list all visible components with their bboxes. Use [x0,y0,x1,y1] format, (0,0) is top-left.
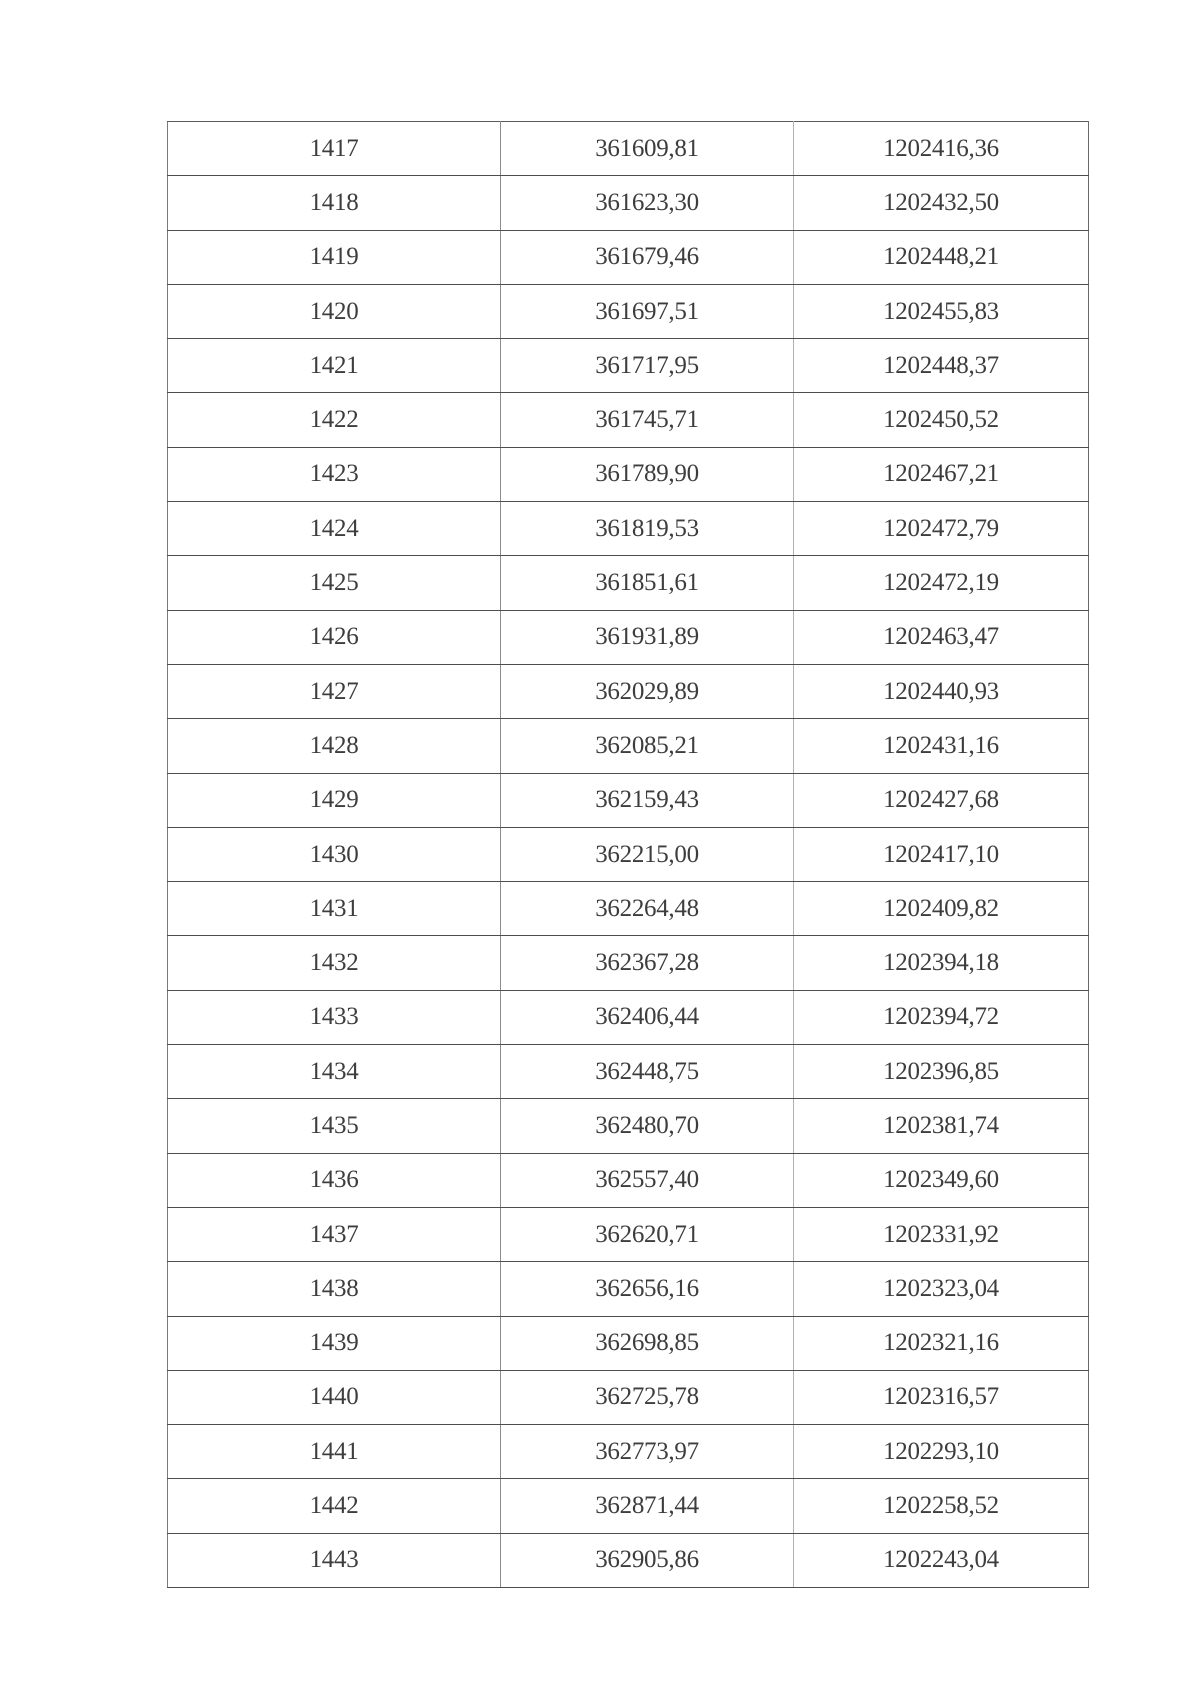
table-row [168,1153,1089,1207]
table-row [168,284,1089,338]
x-coordinate-cell: 361789,90 [501,447,794,501]
x-coordinate-cell: 361745,71 [501,393,794,447]
point-number-cell: 1436 [168,1153,501,1207]
x-coordinate-cell: 361819,53 [501,502,794,556]
point-number-cell: 1429 [168,773,501,827]
table-row [168,1533,1089,1587]
point-number-cell: 1421 [168,339,501,393]
x-coordinate-cell: 361609,81 [501,122,794,176]
point-number-cell: 1443 [168,1533,501,1587]
table-row [168,1099,1089,1153]
y-coordinate-cell: 1202381,74 [794,1099,1089,1153]
x-coordinate-cell: 362773,97 [501,1425,794,1479]
table-row [168,719,1089,773]
y-coordinate-cell: 1202316,57 [794,1370,1089,1424]
y-coordinate-cell: 1202427,68 [794,773,1089,827]
table-row [168,502,1089,556]
x-coordinate-cell: 361679,46 [501,230,794,284]
y-coordinate-cell: 1202409,82 [794,882,1089,936]
point-number-cell: 1426 [168,610,501,664]
table-row [168,447,1089,501]
table-row [168,1425,1089,1479]
y-coordinate-cell: 1202448,21 [794,230,1089,284]
y-coordinate-cell: 1202243,04 [794,1533,1089,1587]
y-coordinate-cell: 1202396,85 [794,1045,1089,1099]
table-row [168,393,1089,447]
point-number-cell: 1432 [168,936,501,990]
table-row [168,664,1089,718]
x-coordinate-cell: 362905,86 [501,1533,794,1587]
point-number-cell: 1425 [168,556,501,610]
point-number-cell: 1431 [168,882,501,936]
y-coordinate-cell: 1202467,21 [794,447,1089,501]
x-coordinate-cell: 362480,70 [501,1099,794,1153]
x-coordinate-cell: 362215,00 [501,827,794,881]
point-number-cell: 1424 [168,502,501,556]
y-coordinate-cell: 1202417,10 [794,827,1089,881]
point-number-cell: 1423 [168,447,501,501]
point-number-cell: 1427 [168,664,501,718]
y-coordinate-cell: 1202450,52 [794,393,1089,447]
table-row [168,882,1089,936]
point-number-cell: 1430 [168,827,501,881]
point-number-cell: 1437 [168,1207,501,1261]
table-row [168,936,1089,990]
point-number-cell: 1434 [168,1045,501,1099]
table-row [168,610,1089,664]
y-coordinate-cell: 1202472,79 [794,502,1089,556]
y-coordinate-cell: 1202331,92 [794,1207,1089,1261]
table-row [168,556,1089,610]
table-row [168,1207,1089,1261]
y-coordinate-cell: 1202321,16 [794,1316,1089,1370]
y-coordinate-cell: 1202432,50 [794,176,1089,230]
y-coordinate-cell: 1202416,36 [794,122,1089,176]
x-coordinate-cell: 362448,75 [501,1045,794,1099]
y-coordinate-cell: 1202440,93 [794,664,1089,718]
y-coordinate-cell: 1202455,83 [794,284,1089,338]
y-coordinate-cell: 1202394,72 [794,990,1089,1044]
y-coordinate-cell: 1202463,47 [794,610,1089,664]
y-coordinate-cell: 1202472,19 [794,556,1089,610]
x-coordinate-cell: 361697,51 [501,284,794,338]
x-coordinate-cell: 361623,30 [501,176,794,230]
x-coordinate-cell: 362264,48 [501,882,794,936]
x-coordinate-cell: 362725,78 [501,1370,794,1424]
table-row [168,1316,1089,1370]
x-coordinate-cell: 362367,28 [501,936,794,990]
point-number-cell: 1433 [168,990,501,1044]
point-number-cell: 1435 [168,1099,501,1153]
point-number-cell: 1440 [168,1370,501,1424]
point-number-cell: 1438 [168,1262,501,1316]
point-number-cell: 1417 [168,122,501,176]
x-coordinate-cell: 361717,95 [501,339,794,393]
y-coordinate-cell: 1202258,52 [794,1479,1089,1533]
x-coordinate-cell: 361931,89 [501,610,794,664]
y-coordinate-cell: 1202323,04 [794,1262,1089,1316]
table-row [168,176,1089,230]
x-coordinate-cell: 362698,85 [501,1316,794,1370]
point-number-cell: 1422 [168,393,501,447]
x-coordinate-cell: 361851,61 [501,556,794,610]
x-coordinate-cell: 362871,44 [501,1479,794,1533]
x-coordinate-cell: 362557,40 [501,1153,794,1207]
point-number-cell: 1418 [168,176,501,230]
table-row [168,1045,1089,1099]
table-row [168,773,1089,827]
y-coordinate-cell: 1202394,18 [794,936,1089,990]
x-coordinate-cell: 362656,16 [501,1262,794,1316]
x-coordinate-cell: 362085,21 [501,719,794,773]
table-row [168,1370,1089,1424]
point-number-cell: 1442 [168,1479,501,1533]
point-number-cell: 1441 [168,1425,501,1479]
x-coordinate-cell: 362406,44 [501,990,794,1044]
y-coordinate-cell: 1202349,60 [794,1153,1089,1207]
point-number-cell: 1420 [168,284,501,338]
coordinates-table [167,121,1089,1588]
y-coordinate-cell: 1202293,10 [794,1425,1089,1479]
table-row [168,827,1089,881]
coordinates-table-body [168,122,1089,1588]
table-row [168,339,1089,393]
point-number-cell: 1439 [168,1316,501,1370]
table-row [168,1479,1089,1533]
point-number-cell: 1428 [168,719,501,773]
y-coordinate-cell: 1202431,16 [794,719,1089,773]
x-coordinate-cell: 362159,43 [501,773,794,827]
point-number-cell: 1419 [168,230,501,284]
table-row [168,990,1089,1044]
x-coordinate-cell: 362620,71 [501,1207,794,1261]
table-row [168,122,1089,176]
y-coordinate-cell: 1202448,37 [794,339,1089,393]
table-row [168,1262,1089,1316]
x-coordinate-cell: 362029,89 [501,664,794,718]
table-row [168,230,1089,284]
